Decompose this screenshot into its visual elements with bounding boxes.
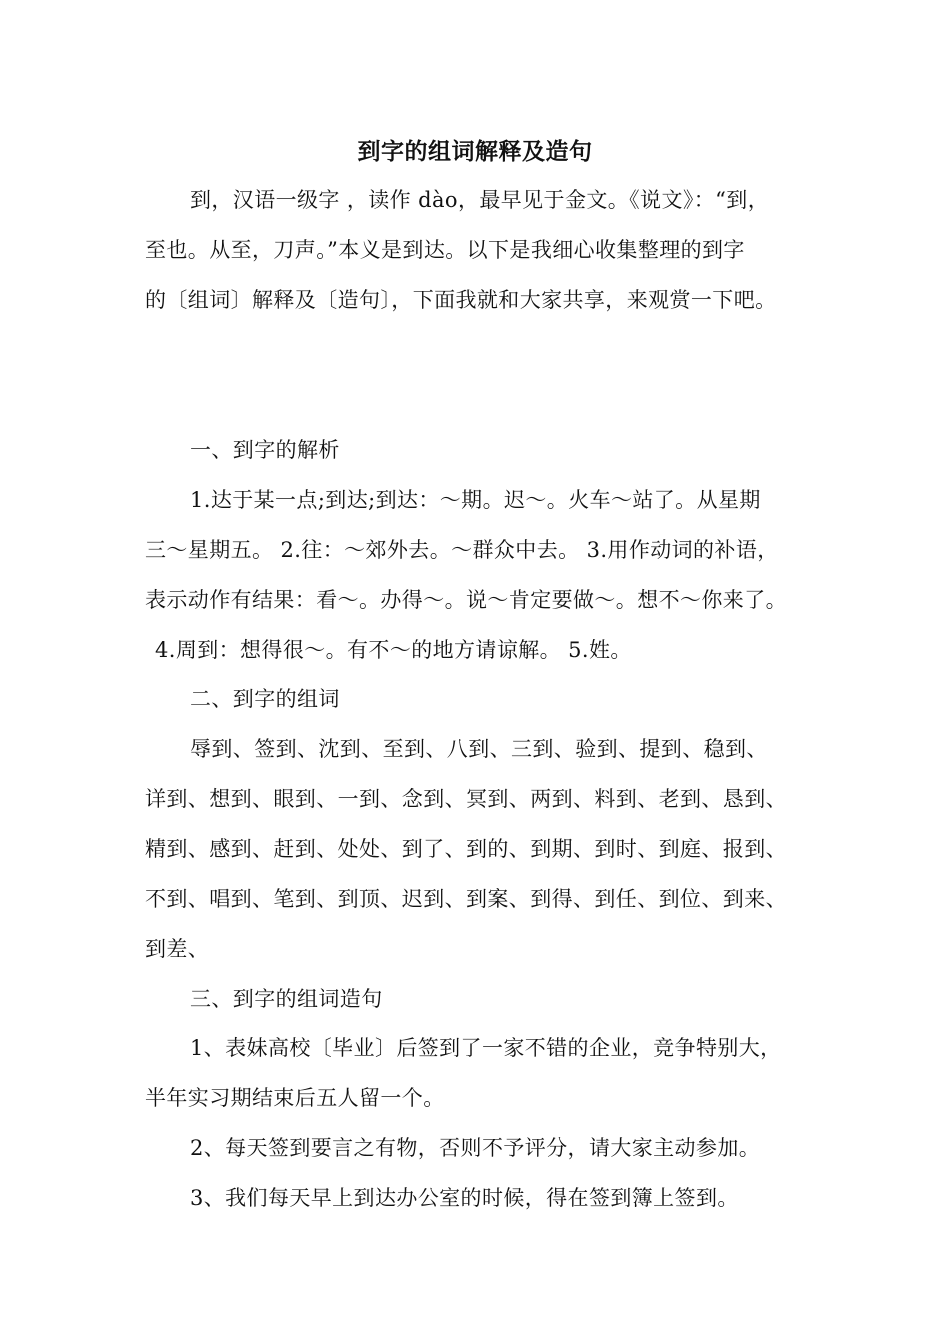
sentence-1-line-1: 1、表妹高校〔毕业〕后签到了一家不错的企业，竞争特别大，	[190, 1036, 782, 1060]
word-list-line-3: 精到、感到、赶到、处处、到了、到的、到期、到时、到庭、报到、	[145, 837, 787, 861]
sentence-3: 3、我们每天早上到达办公室的时候，得在签到簿上签到。	[190, 1186, 739, 1210]
document-title: 到字的组词解释及造句	[357, 139, 593, 165]
word-list-line-5: 到差、	[145, 937, 210, 961]
definition-line-2: 三～星期五。 2.往：～郊外去。～群众中去。 3.用作动词的补语，	[145, 538, 779, 562]
definition-line-1: 1.达于某一点;到达;到达：～期。迟～。火车～站了。从星期	[190, 488, 761, 512]
section-2-heading: 二、到字的组词	[190, 687, 340, 711]
intro-line-1: 到，汉语一级字 ，读作 dào，最早见于金文。《说文》：“到，	[190, 188, 770, 212]
word-list-line-4: 不到、唱到、笔到、到顶、迟到、到案、到得、到任、到位、到来、	[145, 887, 787, 911]
sentence-2: 2、每天签到要言之有物，否则不予评分，请大家主动参加。	[190, 1136, 761, 1160]
section-3-heading: 三、到字的组词造句	[190, 987, 383, 1011]
intro-line-2: 至也。从至，刀声。”本义是到达。以下是我细心收集整理的到字	[145, 238, 745, 262]
intro-line-3: 的〔组词〕解释及〔造句〕，下面我就和大家共享，来观赏一下吧。	[145, 288, 777, 312]
word-list-line-2: 详到、想到、眼到、一到、念到、冥到、两到、料到、老到、恳到、	[145, 787, 787, 811]
definition-line-4: 4.周到：想得很～。有不～的地方请谅解。 5.姓。	[155, 638, 632, 662]
sentence-1-line-2: 半年实习期结束后五人留一个。	[145, 1086, 445, 1110]
section-1-heading: 一、到字的解析	[190, 438, 340, 462]
word-list-line-1: 辱到、签到、沈到、至到、八到、三到、验到、提到、稳到、	[190, 737, 768, 761]
definition-line-3: 表示动作有结果：看～。办得～。说～肯定要做～。想不～你来了。	[145, 588, 787, 612]
